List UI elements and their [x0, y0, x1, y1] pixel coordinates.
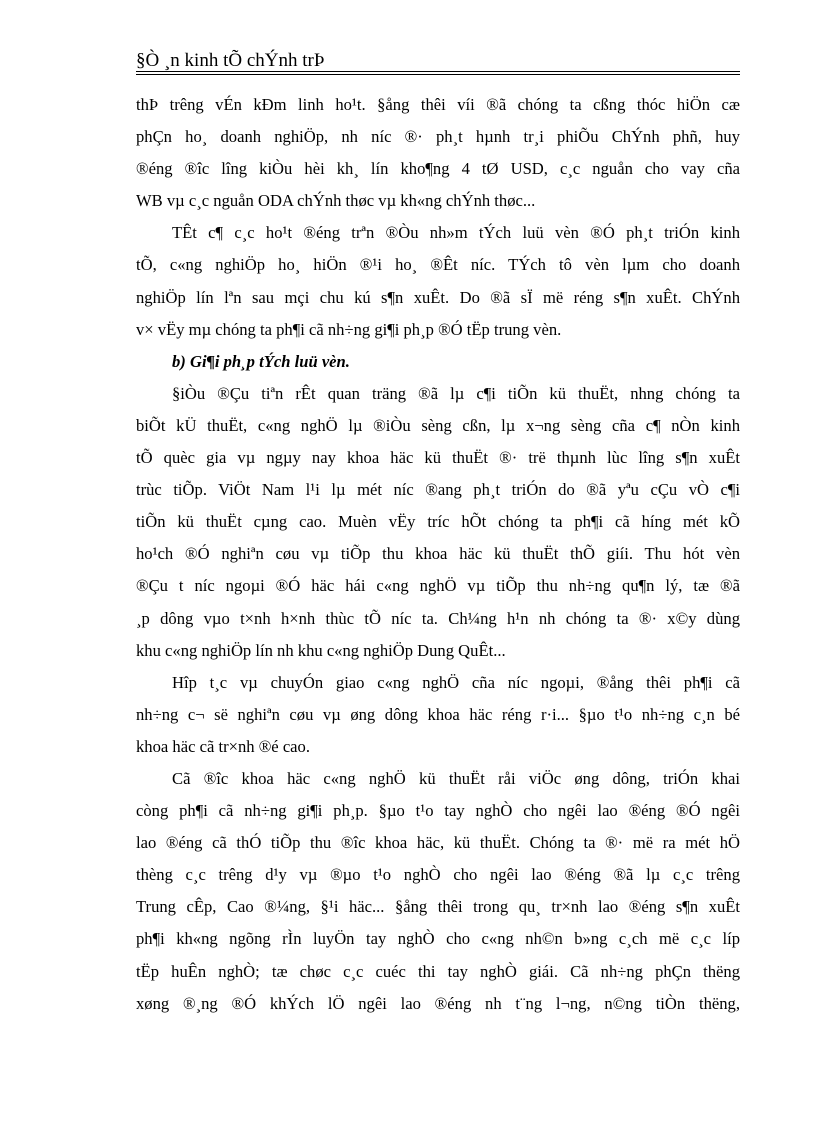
- text-line: khoa häc cã tr×nh ®é cao.: [136, 736, 310, 756]
- text-line: ¸p dông vµo t×nh h×nh thùc tÕ níc ta. Ch¼ng h¹n nh chóng ta ®· x©y dùng: [136, 608, 740, 628]
- text-line: thÞ trêng vÉn kÐm linh ho¹t. §ång thêi víi ®ã chóng ta cßng thóc hiÖn cæ: [136, 95, 740, 114]
- text-line: tÕ quèc gia vµ ngµy nay khoa häc kü thuËt ®· trë thµnh lùc lîng s¶n xuÊt: [136, 448, 740, 468]
- text-line: Hîp t¸c vµ chuyÓn giao c«ng nghÖ cña níc ngoµi, ®ång thêi ph¶i cã: [172, 672, 740, 692]
- text-line: Trung cÊp, Cao ®¼ng, §¹i häc... §ång thêi trong qu¸ tr×nh lao ®éng s¶n xuÊt: [136, 897, 740, 917]
- text-line: TÊt c¶ c¸c ho¹t ®éng trªn ®Òu nh»m tÝch luü vèn ®Ó ph¸t triÓn kinh: [172, 223, 740, 243]
- text-line: ho¹ch ®Ó nghiªn cøu vµ tiÕp thu khoa häc kü thuËt thÕ giíi. Thu hót vèn: [136, 544, 740, 564]
- text-line: ph¶i kh«ng ngõng rÌn luyÖn tay nghÒ cho c«ng nh©n b»ng c¸ch më c¸c líp: [136, 929, 740, 949]
- header-rule: [136, 71, 740, 75]
- text-line: khu c«ng nghiÖp lín nh khu c«ng nghiÖp Dung QuÊt...: [136, 640, 506, 660]
- text-line: Cã ®îc khoa häc c«ng nghÖ kü thuËt råi viÖc øng dông, triÓn khai: [172, 768, 740, 788]
- text-line: tÕ, c«ng nghiÖp ho¸ hiÖn ®¹i ho¸ ®Êt níc. TÝch tô vèn lµm cho doanh: [136, 255, 740, 275]
- text-line: ®éng ®îc lîng kiÒu hèi kh¸ lín kho¶ng 4 tØ USD, c¸c nguån cho vay cña: [136, 159, 740, 179]
- text-line: ®Çu t níc ngoµi ®Ó häc hái c«ng nghÖ vµ tiÕp thu nh÷ng qu¶n lý, tæ ®ã: [136, 576, 740, 596]
- text-line: WB vµ c¸c nguån ODA chÝnh thøc vµ kh«ng chÝnh thøc...: [136, 191, 536, 211]
- section-subheading: b) Gi¶i ph¸p tÝch luü vèn.: [172, 351, 350, 371]
- text-line: v× vËy mµ chóng ta ph¶i cã nh÷ng gi¶i ph¸p ®Ó tËp trung vèn.: [136, 319, 562, 339]
- text-line: trùc tiÕp. ViÖt Nam l¹i lµ mét níc ®ang ph¸t triÓn do ®ã yªu cÇu vÒ c¶i: [136, 480, 740, 500]
- text-line: thèng c¸c trêng d¹y vµ ®µo t¹o nghÒ cho ngêi lao ®éng ®ã lµ c¸c trêng: [136, 865, 740, 885]
- text-line: §iÒu ®Çu tiªn rÊt quan träng ®ã lµ c¶i tiÕn kü thuËt, nhng chóng ta: [172, 383, 740, 403]
- text-line: còng ph¶i cã nh÷ng gi¶i ph¸p. §µo t¹o tay nghÒ cho ngêi lao ®éng ®Ó ngêi: [136, 801, 740, 821]
- text-line: lao ®éng cã thÓ tiÕp thu ®îc khoa häc, kü thuËt. Chóng ta ®· më ra mét hÖ: [136, 833, 740, 853]
- text-line: phÇn ho¸ doanh nghiÖp, nh níc ®· ph¸t hµnh tr¸i phiÕu ChÝnh phñ, huy: [136, 127, 740, 147]
- text-line: nghiÖp lín lªn sau mçi chu kú s¶n xuÊt. Do ®ã sÏ më réng s¶n xuÊt. ChÝnh: [136, 287, 740, 307]
- text-line: tiÕn kü thuËt cµng cao. Muèn vËy tríc hÕt chóng ta ph¶i cã híng mét kÕ: [136, 512, 740, 532]
- text-line: biÕt kÜ thuËt, c«ng nghÖ lµ ®iÒu sèng cßn, lµ x¬ng sèng cña c¶ nÒn kinh: [136, 415, 740, 435]
- text-line: nh÷ng c¬ së nghiªn cøu vµ øng dông khoa häc réng r·i... §µo t¹o nh÷ng c¸n bé: [136, 704, 740, 724]
- text-line: tËp huÊn nghÒ; tæ chøc c¸c cuéc thi tay nghÒ giái. Cã nh÷ng phÇn thëng: [136, 961, 740, 981]
- text-line: xøng ®¸ng ®Ó khÝch lÖ ngêi lao ®éng nh t¨ng l¬ng, n©ng tiÒn thëng,: [136, 993, 740, 1013]
- page-header: §Ò ¸n kinh tÕ chÝnh trÞ: [136, 50, 325, 71]
- body-text: [136, 89, 740, 1020]
